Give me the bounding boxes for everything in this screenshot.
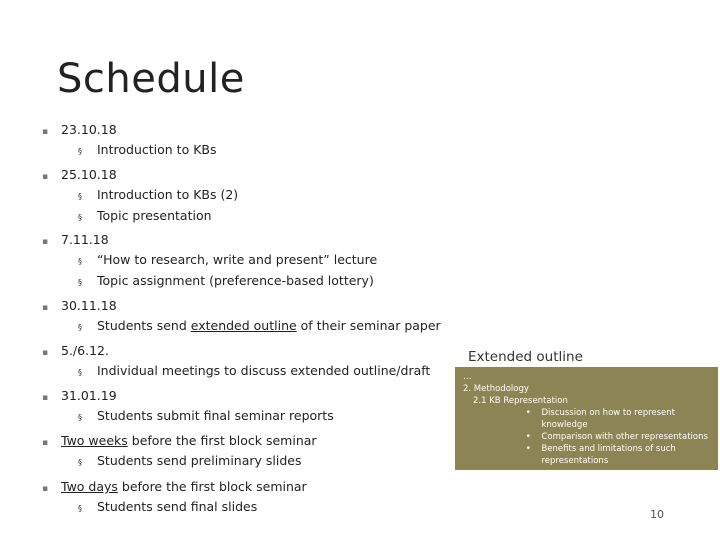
date-emphasis: Two weeks — [61, 433, 128, 448]
outline-bullet-item: • … — [463, 467, 718, 479]
sub-bullet-icon: § — [78, 147, 82, 156]
bullet-icon: ▪ — [42, 438, 49, 448]
date-rest: before the first block seminar — [127, 433, 317, 448]
entry-item: Students send final slides — [97, 499, 258, 514]
schedule-entry — [42, 433, 317, 474]
entry-date: 5./6.12. — [61, 343, 109, 358]
sub-bullet-icon: § — [78, 413, 82, 422]
date-emphasis: Two days — [61, 479, 118, 494]
schedule-entry — [42, 298, 441, 339]
entry-item — [97, 318, 441, 333]
entry-item: Introduction to KBs — [97, 142, 217, 157]
entry-item: Topic presentation — [97, 207, 212, 223]
outline-bullet-item: • Discussion on how to represent knowledge — [463, 407, 718, 431]
page-number: 10 — [650, 508, 664, 521]
entry-item: Topic assignment (preference-based lottery) — [97, 272, 374, 288]
slide-title: Schedule — [57, 56, 245, 102]
entry-date: 25.10.18 — [61, 167, 117, 182]
sub-bullet-icon: § — [78, 277, 82, 287]
sub-bullet-icon: § — [78, 257, 82, 266]
entry-date: 30.11.18 — [61, 298, 117, 313]
schedule-entry — [42, 232, 377, 293]
bullet-icon: ▪ — [42, 237, 49, 247]
outline-title: Extended outline — [468, 349, 583, 365]
sub-bullet-icon: § — [78, 192, 82, 201]
entry-item-text: of their seminar paper — [296, 318, 441, 333]
entry-item: Individual meetings to discuss extended outline/draft — [97, 363, 431, 378]
entry-date: 7.11.18 — [61, 232, 109, 247]
outline-bullet-item: • Benefits and limitations of such representations — [463, 443, 718, 467]
bullet-icon: ▪ — [42, 393, 49, 403]
entry-item: “How to research, write and present” lecture — [97, 252, 378, 267]
entry-item: Students send preliminary slides — [97, 453, 302, 468]
bullet-icon: ▪ — [42, 172, 49, 182]
schedule-entry — [42, 122, 216, 163]
outline-ellipsis: … — [463, 372, 472, 382]
date-rest: before the first block seminar — [117, 479, 307, 494]
schedule-entry — [42, 167, 238, 228]
schedule-entry — [42, 388, 334, 429]
extended-outline-emphasis: extended outline — [190, 318, 297, 333]
bullet-icon: • — [525, 432, 531, 442]
entry-item: Students submit final seminar reports — [97, 408, 334, 423]
bullet-icon: ▪ — [42, 484, 49, 494]
schedule-entry — [42, 479, 307, 520]
entry-item-text: Students send — [97, 318, 191, 333]
bullet-icon: • — [525, 408, 531, 418]
outline-section: 2. Methodology — [463, 384, 529, 394]
sub-bullet-icon: § — [78, 368, 82, 377]
entry-date: 31.01.19 — [61, 388, 117, 403]
outline-subsection: 2.1 KB Representation — [473, 396, 568, 406]
outline-box — [455, 367, 718, 478]
sub-bullet-icon: § — [78, 212, 82, 222]
outline-bullet-item: • Comparison with other representations — [463, 431, 718, 443]
bullet-icon: • — [525, 468, 531, 478]
entry-date — [61, 479, 307, 494]
bullet-icon: ▪ — [42, 127, 49, 137]
sub-bullet-icon: § — [78, 323, 82, 332]
entry-date — [61, 433, 317, 448]
entry-item: Introduction to KBs (2) — [97, 187, 239, 202]
bullet-icon: ▪ — [42, 303, 49, 313]
entry-date: 23.10.18 — [61, 122, 117, 137]
sub-bullet-icon: § — [78, 504, 82, 513]
bullet-icon: • — [525, 444, 531, 454]
bullet-icon: ▪ — [42, 348, 49, 358]
schedule-entry — [42, 343, 430, 384]
sub-bullet-icon: § — [78, 458, 82, 467]
